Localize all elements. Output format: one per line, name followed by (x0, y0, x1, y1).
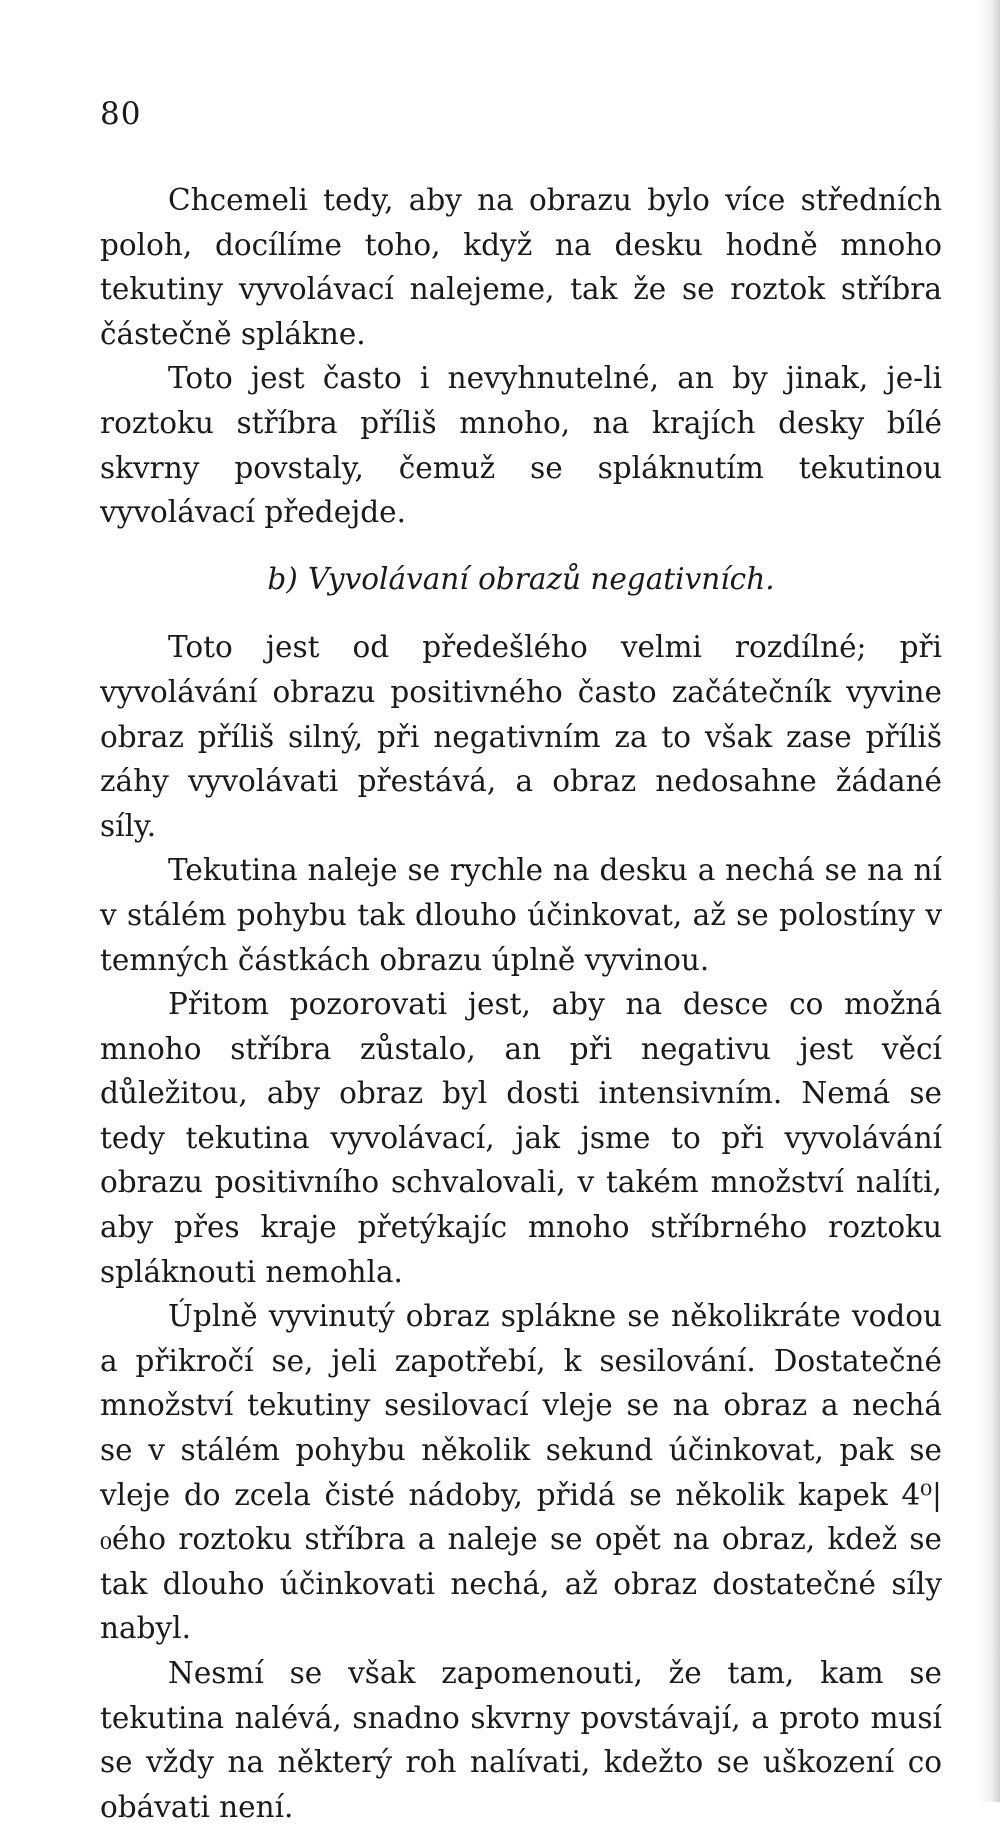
paragraph: Toto jest od předešlého velmi rozdílné; při vyvolávání obrazu positivného často začátečník vyvine obraz příliš silný, při negativním za to však zase příliš záhy vyvolávati přestává, a obraz nedosahne žádané síly. (100, 630, 942, 843)
section-title: Vyvolávaní obrazů negativních. (307, 561, 775, 596)
paragraph: Přitom pozorovati jest, aby na desce co možná mnoho stříbra zůstalo, an při negativu jest věcí důležitou, aby obraz byl dosti intensivním. Nemá se tedy tekutina vyvolávací, jak jsme to při vyvolávání obrazu positivního schvalovali, v takém množství nalíti, aby přes kraje přetýkajíc mnoho stříbrného roztoku spláknouti nemohla. (100, 987, 942, 1289)
paragraph: Úplně vyvinutý obraz spláknе se několikráte vodou a přikročí se, jeli zapotřebí, k sesilování. Dostatečné množství tekutiny sesilovací vleje se na obraz a nechá se v stálém pohybu několik sekund účinkovat, pak se vleje do zcela čisté nádoby, přidá se několik kapek 4⁰|₀ého roztoku stříbra a naleje se opět na obraz, kdež se tak dlouho účinkovati nechá, až obraz dostatečné síly nabyl. (100, 1299, 942, 1646)
page-edge-shadow (978, 0, 1000, 1802)
section-heading (100, 535, 942, 626)
section-label: b) (267, 561, 298, 596)
paragraph: Toto jest často i nevyhnutelné, an by jinak, je-li roztoku stříbra příliš mnoho, na krajích desky bílé skvrny povstaly, čemuž se spláknutím tekutinou vyvolávací předejde. (100, 361, 942, 530)
page-number: 80 (100, 96, 142, 132)
paragraph: Nesmí se však zapomenouti, že tam, kam se tekutina nalévá, snadno skvrny povstávají, a proto musí se vždy na některý roh nalívati, kdežto se uškození co obávati není. (100, 1656, 942, 1824)
text-column (100, 178, 942, 1829)
paragraph: Chcemeli tedy, aby na obrazu bylo více středních poloh, docílíme toho, když na desku hodně mnoho tekutiny vyvolávací nalejeme, tak že se roztok stříbra částečně splákne. (100, 183, 942, 351)
paragraph: Tekutina naleje se rychle na desku a nechá se na ní v stálém pohybu tak dlouho účinkovat, až se polostíny v temných částkách obrazu úplně vyvinou. (100, 853, 942, 977)
